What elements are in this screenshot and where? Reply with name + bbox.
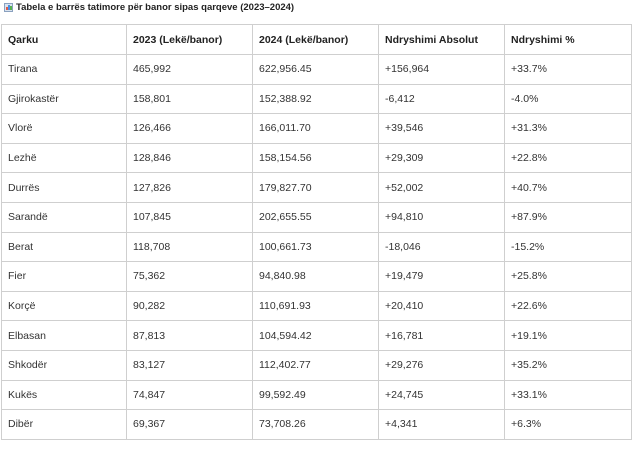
cell-qarku: Berat — [2, 232, 127, 262]
cell-percent-change: +33.1% — [505, 380, 632, 410]
cell-2023: 126,466 — [127, 114, 253, 144]
cell-absolute-change: +19,479 — [379, 262, 505, 292]
cell-absolute-change: +29,309 — [379, 143, 505, 173]
cell-percent-change: +19.1% — [505, 321, 632, 351]
cell-2023: 465,992 — [127, 55, 253, 85]
cell-percent-change: +6.3% — [505, 410, 632, 440]
table-row — [2, 114, 632, 144]
cell-2023: 107,845 — [127, 202, 253, 232]
cell-2023: 127,826 — [127, 173, 253, 203]
cell-absolute-change: -6,412 — [379, 84, 505, 114]
table-row — [2, 143, 632, 173]
table-row — [2, 55, 632, 85]
cell-2023: 118,708 — [127, 232, 253, 262]
cell-2024: 110,691.93 — [253, 291, 379, 321]
cell-percent-change: +40.7% — [505, 173, 632, 203]
cell-percent-change: +22.6% — [505, 291, 632, 321]
cell-2024: 94,840.98 — [253, 262, 379, 292]
cell-2024: 104,594.42 — [253, 321, 379, 351]
cell-qarku: Kukës — [2, 380, 127, 410]
table-row — [2, 380, 632, 410]
cell-2024: 622,956.45 — [253, 55, 379, 85]
cell-2023: 87,813 — [127, 321, 253, 351]
cell-absolute-change: +20,410 — [379, 291, 505, 321]
header-row — [2, 25, 632, 55]
cell-qarku: Shkodër — [2, 350, 127, 380]
table-row — [2, 321, 632, 351]
header-2023: 2023 (Lekë/banor) — [127, 25, 253, 55]
cell-absolute-change: +94,810 — [379, 202, 505, 232]
cell-2023: 75,362 — [127, 262, 253, 292]
table-row — [2, 410, 632, 440]
header-qarku: Qarku — [2, 25, 127, 55]
cell-percent-change: +33.7% — [505, 55, 632, 85]
table-row — [2, 202, 632, 232]
cell-absolute-change: +52,002 — [379, 173, 505, 203]
table-row — [2, 350, 632, 380]
table-row — [2, 173, 632, 203]
cell-absolute-change: +39,546 — [379, 114, 505, 144]
cell-qarku: Tirana — [2, 55, 127, 85]
table-row — [2, 262, 632, 292]
cell-percent-change: +22.8% — [505, 143, 632, 173]
table-row — [2, 291, 632, 321]
cell-absolute-change: +4,341 — [379, 410, 505, 440]
tax-burden-table — [1, 24, 632, 440]
cell-2023: 128,846 — [127, 143, 253, 173]
cell-qarku: Vlorë — [2, 114, 127, 144]
cell-absolute-change: +156,964 — [379, 55, 505, 85]
header-absolute-change: Ndryshimi Absolut — [379, 25, 505, 55]
cell-2024: 158,154.56 — [253, 143, 379, 173]
cell-2024: 179,827.70 — [253, 173, 379, 203]
cell-percent-change: +87.9% — [505, 202, 632, 232]
cell-qarku: Dibër — [2, 410, 127, 440]
table-title: Tabela e barrës tatimore për banor sipas qarqeve (2023–2024) — [16, 2, 295, 13]
cell-2023: 158,801 — [127, 84, 253, 114]
cell-qarku: Sarandë — [2, 202, 127, 232]
header-percent-change: Ndryshimi % — [505, 25, 632, 55]
table-caption — [0, 0, 637, 15]
cell-absolute-change: +16,781 — [379, 321, 505, 351]
cell-qarku: Durrës — [2, 173, 127, 203]
bar-chart-icon — [4, 3, 13, 12]
table-body — [2, 55, 632, 440]
cell-absolute-change: +24,745 — [379, 380, 505, 410]
cell-absolute-change: +29,276 — [379, 350, 505, 380]
cell-percent-change: +31.3% — [505, 114, 632, 144]
cell-qarku: Korçë — [2, 291, 127, 321]
cell-absolute-change: -18,046 — [379, 232, 505, 262]
cell-2024: 202,655.55 — [253, 202, 379, 232]
table-row — [2, 84, 632, 114]
cell-2023: 69,367 — [127, 410, 253, 440]
cell-2024: 166,011.70 — [253, 114, 379, 144]
cell-percent-change: +35.2% — [505, 350, 632, 380]
cell-qarku: Lezhë — [2, 143, 127, 173]
cell-2024: 99,592.49 — [253, 380, 379, 410]
cell-2024: 100,661.73 — [253, 232, 379, 262]
cell-2024: 73,708.26 — [253, 410, 379, 440]
cell-2024: 112,402.77 — [253, 350, 379, 380]
cell-qarku: Gjirokastër — [2, 84, 127, 114]
cell-2024: 152,388.92 — [253, 84, 379, 114]
header-2024: 2024 (Lekë/banor) — [253, 25, 379, 55]
cell-qarku: Fier — [2, 262, 127, 292]
table-row — [2, 232, 632, 262]
cell-2023: 90,282 — [127, 291, 253, 321]
cell-2023: 83,127 — [127, 350, 253, 380]
cell-percent-change: -4.0% — [505, 84, 632, 114]
cell-percent-change: +25.8% — [505, 262, 632, 292]
cell-qarku: Elbasan — [2, 321, 127, 351]
cell-percent-change: -15.2% — [505, 232, 632, 262]
cell-2023: 74,847 — [127, 380, 253, 410]
